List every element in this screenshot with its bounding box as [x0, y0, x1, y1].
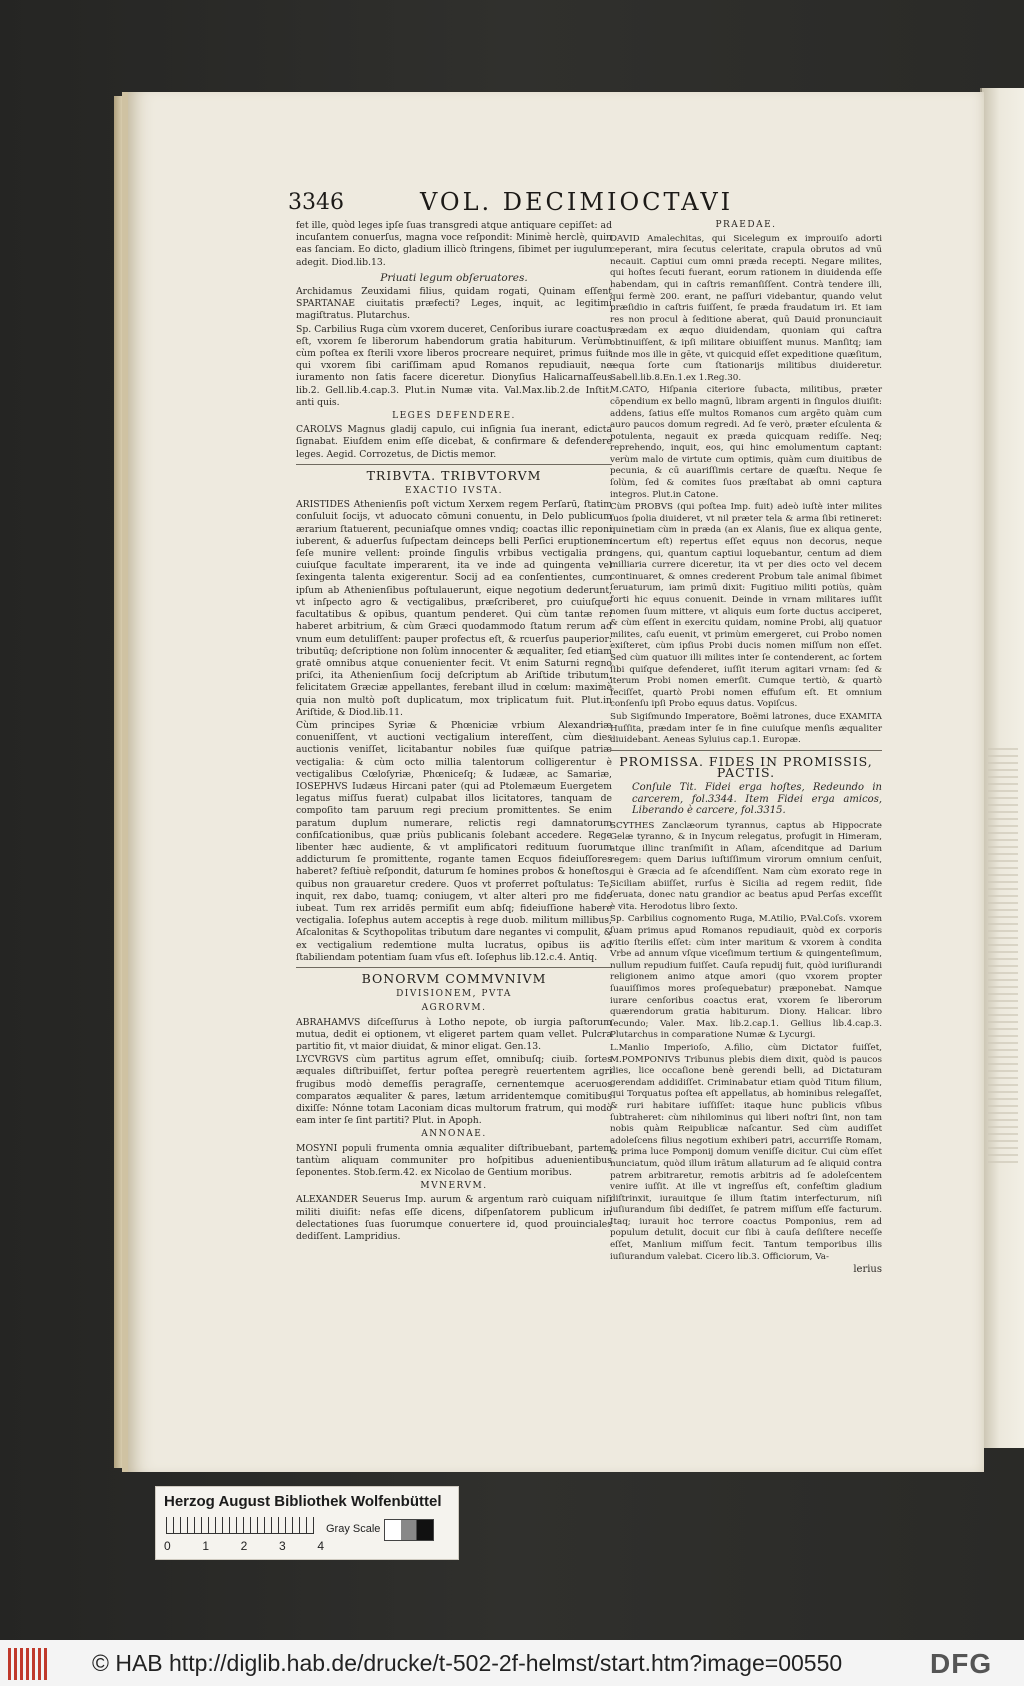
paragraph: Sub Sigiſmundo Imperatore, Boëmi latrones, duce EXAMITA Huſſita, prædam inter ſe in fine cuiuſque menſis æqualiter diuidebant. Aeneas Syluius cap.1. Europæ.	[610, 711, 882, 746]
scale-number: 2	[240, 1539, 248, 1553]
paragraph: Sp. Carbilius cognomento Ruga, M.Atilio, P.Val.Coſs. vxorem ſuam primus apud Romanos repudiauit, quòd ex corporis vitio ſterilis eſſet: cùm inter maritum & vxorem à condita Vrbe ad annum vſque viceſimum tertium & quingenteſimum, nullum repudium fuiſſet. Cauſa repudij fuit, quòd iuriſiurandi religionem animo atque amori (quo vxorem propter ſuauiſſimos mores proſequebatur) præponebat. Namque iurare cenſoribus coactus erat, vxorem ſe liberorum quærendorum gratia habiturum. Diony. Halicar. libro ſecundo; Valer. Max. lib.2.cap.1. Gellius lib.4.cap.3. Plutarchus in comparatione Numæ & Lycurgi.	[610, 914, 882, 1041]
source-url[interactable]: © HAB http://diglib.hab.de/drucke/t-502-2f-helmst/start.htm?image=00550	[92, 1650, 843, 1676]
section-rule	[610, 750, 882, 751]
paragraph: ALEXANDER Seuerus Imp. aurum & argentum rarò cuiquam niſi militi diuiſit: nefas eſſe dicens, diſpenſatorem publicum in delectationes ſuas ſuorumque conuertere id, quod prouinciales dediſſent. Lampridius.	[296, 1194, 612, 1243]
gray-scale-swatch	[384, 1519, 434, 1541]
dfg-logo: DFG	[930, 1648, 993, 1679]
paragraph: fet ille, quòd leges ipſe ſuas transgredi atque antiquare cepiſſet: ad incuſantem conuerſus, magna voce reſpondit: Minimè herclè, quin eas ſanciam. Eo dicto, gladium illicò ſtringens, ſibimet per iugulum adegit. Diod.lib.13.	[296, 220, 612, 268]
paragraph: Archidamus Zeuxidami filius, quidam rogati, Quinam eſſent SPARTANAE ciuitatis præfecti? Leges, inquit, ac legitimi magiſtratus. Plutarchus.	[296, 286, 612, 322]
color-calibration-bar	[155, 1486, 459, 1560]
scale-ruler	[166, 1517, 314, 1534]
small-caps-heading: ANNONAE.	[421, 1129, 487, 1140]
section-heading: PROMISSA. FIDES IN PROMISSIS, PACTIS.	[619, 753, 873, 781]
page-fore-edge	[114, 96, 122, 1468]
small-caps-heading: LEGES DEFENDERE.	[392, 411, 516, 422]
paragraph: Cùm principes Syriæ & Phœniciæ vrbium Alexandriæ conueniſſent, vt auctioni vectigalium intereſſent, cùm dies auctionis veniſſet, licitabantur nobiles ſuæ quiſque patriæ vectigalia: & cùm octo millia talentorum colligerentur è vectigalibus Cœloſyriæ, Phœniceſq; & Iudææ, ac Samariæ, IOSEPHVS Iudæus Hircani pater (qui ad Ptolemæum Euergetem legatus miſſus fuerat) culpabat illos licitatores, tanquam de compoſito tam paruum regi precium promittentes. Se enim paratum duplum numerare, relictis regi damnatorum confiſcationibus, quæ priùs publicanis ſolebant accedere. Rege libenter hæc audiente, & vt amplificatori redituum ſuorum addicturum ſe promittente, rogante tamen Ecquos fideiuſſores haberet? feſtiuè reſpondit, daturum ſe homines probos & honeſtos, quibus non grauaretur credere. Quos vt proferret poſtulatus: Te, inquit, rex dabo, tuamq; coniugem, vt alter alteri pro me fide iubeat. Tum rex arridēs permiſit eum abſq; fideiuſſione habere vectigalia. Ioſephus autem acceptis à rege duob. militum millibus, Aſcalonitas & Scythopolitas tributum dare negantes vi compulit, & ex vectigalium redemtione multa lucratus, opibus iis ad ſtabiliendam potentiam ſuam vſus eſt. Ioſephus lib.12.c.4. Antiq.	[296, 719, 612, 963]
scale-number: 4	[317, 1539, 324, 1553]
page-number: 3346	[288, 190, 344, 215]
subheading: Priuati legum obſeruatores.	[380, 271, 528, 284]
small-caps-heading: MVNERVM.	[420, 1181, 488, 1192]
section-rule	[296, 464, 612, 465]
facing-page-bleed	[988, 748, 1018, 1168]
section-heading: TRIBVTA. TRIBVTORVM	[366, 467, 542, 483]
catchword: lerius	[853, 1264, 882, 1276]
scale-number: 3	[278, 1539, 286, 1553]
facing-page-edge	[980, 88, 1024, 1448]
paragraph: SCYTHES Zanclæorum tyrannus, captus ab Hippocrate Gelæ tyranno, & in Inycum relegatus, profugit in Himeram, atque illinc tranſmiſit in Aſiam, aſcenditque ad Darium regem: quem Darius iuſtiſſimum virorum omnium cenſuit, qui è Græcia ad ſe aſcendiſſent. Nam cùm exorato rege in Siciliam abiiſſet, rurſus è Sicilia ad regem rediit, ſide ſeruata, donec natu grandior ac beatus apud Perſas exceſſit è vita. Herodotus libro ſexto.	[610, 820, 882, 912]
paragraph: L.Manlio Imperioſo, A.filio, cùm Dictator fuiſſet, M.POMPONIVS Tribunus plebis diem dixit, quòd is paucos dies, lice occaſione benè gerendi belli, ad Dictaturam gerendam addidiſſet. Criminabatur etiam quòd Titum filium, qui Torquatus poſtea eſt appellatus, ab hominibus relegaſſet, & ruri habitare iuſſiſſet: itaque hunc publicis vſibus ſubtraheret: cùm nihilominus qui liberi noſtri ſint, non tam nobis quàm Reipublicæ naſcantur. Sed cùm audiſſet adoleſcens filius negotium exhiberi patri, accurriſſe Romam, & prima luce Pomponij domum veniſſe dicitur. Cui cùm eſſet nunciatum, quòd illum irātum allaturum ad ſe aliquid contra patrem arbitraretur, remotis arbitris ad ſe adoleſcentem venire iuſſit. At ille vt ingreſſus eſt, confeſtim gladium diſtrinxit, iurauitque ſe illum ſtatim interfecturum, niſi iuſiurandum ſibi dediſſet, ſe patrem miſſum eſſe facturum. Itaq; iurauit hoc terrore coactus Pomponius, rem ad populum detulit, docuit cur ſibi à cauſa deſiſtere neceſſe eſſet, Manlium miſſum fecit. Tantum temporibus illis iuſiurandum valebat. Cicero lib.3. Officiorum, Va-	[610, 1042, 882, 1262]
scale-numbers	[164, 1539, 324, 1553]
paragraph: LYCVRGVS cùm partitus agrum eſſet, omnibuſq; ciuib. ſortes æquales diſtribuiſſet, fertur poſtea peregrè reuertentem agri frugibus modò demeſſis peragraſſe, cernentemque aceruos comparatos æqualiter & pares, lætum arridentemque comitibus dixiſſe: Nónne totam Laconiam dicas multorum fratrum, qui modò eam inter ſe ſint partiti? Plut. in Apoph.	[296, 1054, 612, 1127]
scale-number: 1	[202, 1539, 210, 1553]
left-text-column	[296, 220, 612, 1244]
paragraph: ARISTIDES Athenienſis poſt victum Xerxem regem Perſarū, ſtatim conſuluit ſocijs, vt aduocato cōmuni conuentu, in Delo publicum ærarium ſtatuerent, pecuniaſque omnes vndiq; coactas illic reponi iuberent, & aduerſus ſuſpectam deinceps belli Perſici eruptionem ſeſe munire vellent: proinde ſingulis vrbibus vectigalia pro cuiuſque facultate imperarent, ita ve inde ad quingenta vel ſexingenta talenta exigerentur. Socij ad ea conſentientes, cum ipſum ab Athenienſibus poſtulauerunt, eique negotium dederunt, vt inſpecto agro & vectigalibus, præſcriberet, pro cuiuſque facultatibus & opibus, quantum penderet. Qui cùm tantæ rei haberet arbitrium, & cùm Græci quodammodo ſtatum rerum ad vnum eum detuliſſent: pauper profectus eſt, & rcuerſus pauperior: tributūq; deſcriptione non ſolùm innocenter & æqualiter, ſed etiam gratē omnibus atque conuenienter fecit. Vt enim Saturni regno priſci, ita Athenienſium ſocij deſcriptum ab Ariſtide tributum, felicitatem Græciæ appellantes, ferebant illud in cœlum: maximè quia non multò poſt duplicatum, mox triplicatum fuit. Plut.in Ariſtide, & Diod.lib.11.	[296, 499, 612, 718]
gray-scale-label: Gray Scale	[326, 1523, 381, 1535]
paragraph: CAROLVS Magnus gladij capulo, cui inſignia ſua inerant, edicta ſignabat. Eiuſdem enim eſſe dicebat, & confirmare & defendere leges. Aegid. Corrozetus, de Dictis memor.	[296, 424, 612, 460]
section-heading: BONORVM COMMVNIVM	[361, 970, 547, 986]
library-name: Herzog August Bibliothek Wolfenbüttel	[164, 1493, 442, 1510]
scale-number: 0	[164, 1539, 171, 1553]
paragraph: ABRAHAMVS diſceſſurus à Lotho nepote, ob iurgia paſtorum mutua, dedit ei optionem, vt eligeret partem quam vellet. Pulcra partitio fit, vt maior diuidat, & minor eligat. Gen.13.	[296, 1016, 612, 1052]
hab-logo-icon	[8, 1648, 48, 1680]
small-caps-heading: EXACTIO IVSTA.	[405, 486, 503, 497]
small-caps-heading: PRAEDAE.	[715, 220, 777, 230]
paragraph: Cùm PROBVS (qui poſtea Imp. fuit) adeò iuſtè inter milites ſuos ſpolia diuideret, vt nil præter tela & arma ſibi retineret: quinetiam cùm in præda (an ex Alanis, ſiue ex aliqua gente, incertum eſt) repertus eſſet equus non decorus, neque ingens, qui, quantum captiui loquebantur, centum ad diem milliaria currere diceretur, ita vt per dies octo vel decem continuaret, & omnes crederent Probum tale animal ſibimet ſeruaturum, iam primū dixit: Fugitiuo militi potiùs, quàm forti hic equus conuenit. Deinde in vrnam militares iuſſit nomen ſuum mittere, vt aliquis eum ſorte ductus acciperet, & cùm eſſent in exercitu quidam, nomine Probi, alij quatuor milites, caſu euenit, vt primùm emergeret, cui Probo nomen exiſteret, cùm ipſius Probi ducis nomen miſſum non eſſet. Sed cùm quatuor illi milites inter ſe contenderent, ac ſortem ſibi quiſque defenderet, iuſſit iterum agitari vrnam: ſed & iterum Probi nomen emerſit. Cumque tertiò, & quartò feciſſet, quartò Probi nomen effuſum eſt. Et omnium conſenſu ipſi Probo equus datus. Vopiſcus.	[610, 502, 882, 710]
page-header	[288, 190, 808, 218]
cross-reference-note: Conſule Tit. Fidei erga hoſtes, Redeundo in carcerem, fol.3344. Item Fidei erga amicos, Liberando è carcere, fol.3315.	[632, 781, 882, 817]
running-title: VOL. DECIMIOCTAVI	[420, 188, 734, 216]
paragraph: M.CATO, Hiſpania citeriore ſubacta, militibus, præter cōpendium ex bello magnū, libram argenti in ſingulos diuiſit: addens, ſatius eſſe multos Romanos cum argēto quàm cum auro paucos domum regredi. Ad ſe verò, præter eſculenta & potulenta, negauit ex præda quicquam rediſſe. Neq; reprehendo, inquit, eos, qui hinc emolumentum captant: verùm malo de virtute cum optimis, quàm cum diuitibus de pecunia, & cū auariſſimis certare de quæſtu. Neque ſe ſolùm, ſed & comites ſuos præſtabat ab omni captura integros. Plut.in Catone.	[610, 385, 882, 500]
viewer-footer	[0, 1640, 1024, 1686]
small-caps-heading: DIVISIONEM, PVTA	[396, 989, 512, 1000]
paragraph: Sp. Carbilius Ruga cùm vxorem duceret, Cenſoribus iurare coactus eſt, vxorem ſe liberorum habendorum gratia habiturum. Verùm cùm poſtea ex ſterili vxore liberos procreare nequiret, primus fuit qui vxorem ſibi cariſſimam apud Romanos repudiauit, ne iuramento non ſatis facere diceretur. Dionyſius Halicarnaſſeus lib.2. Gell.lib.4.cap.3. Plut.in Numæ vita. Val.Max.lib.2.de Inſtit. anti quis.	[296, 323, 612, 408]
small-caps-heading: AGRORVM.	[421, 1003, 487, 1014]
section-rule	[296, 967, 612, 968]
paragraph: MOSYNI populi frumenta omnia æqualiter diſtribuebant, partem tantùm aliquam communiter pro hoſpitibus aduenientibus ſeponentes. Stob.ſerm.42. ex Nicolao de Gentium moribus.	[296, 1142, 612, 1179]
right-text-column	[610, 220, 882, 1276]
paragraph: DAVID Amalechitas, qui Sicelegum ex improuiſo adorti ceperant, mira ſecutus celeritate, crapula obrutos ad vnū necauit. Captiui cum omni præda recepti. Negare milites, qui hoſtes ſecuti fuerant, eorum rationem in diuidenda eſſe habendam, qui in caſtris remanſiſſent. Contrà tendere illi, qui fermè 200. erant, ne paſſuri videbantur, quando velut præſidio in caſtris fuiſſent, ſe præda fraudatum iri. Et iam res non procul à ſeditione aberat, quū Dauid pronunciauit prædam ex æquo diuidendam, quoniam qui caſtra obtinuiſſent, & ipſi militare obiuiſſent munus. Manſitq; iam inde mos ille in gēte, vt quicquid eſſet expeditione quæſitum, æqua ſorte cum ſtationarijs militibus diuideretur. Sabell.lib.8.En.1.ex 1.Reg.30.	[610, 233, 882, 383]
